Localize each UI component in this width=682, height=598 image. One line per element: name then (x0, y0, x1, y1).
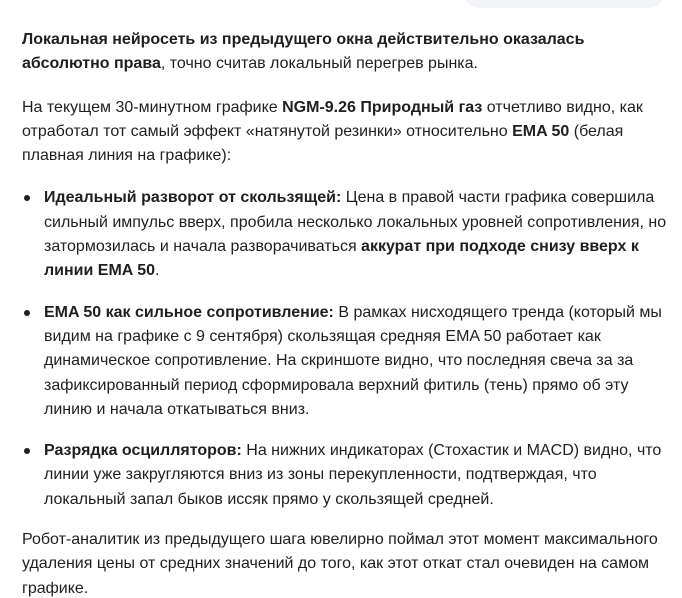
previous-message-bubble (464, 0, 664, 8)
list-item-title: EMA 50 как сильное сопротивление: (44, 303, 334, 321)
list-item (22, 301, 672, 422)
list-item-title: Идеальный разворот от скользящей: (44, 189, 342, 207)
list-item-bold: аккурат при подходе снизу вверх к линии EMA 50 (44, 238, 639, 280)
list-item (22, 439, 672, 512)
list-item-text: В рамках нисходящего тренда (который мы видим на графике с 9 сентября) скользящая средняя EMA 50 работает как динамическое сопротивление. На скриншоте видно, что последняя свеча за за зафиксированный период сформировала верхний фитиль (тень) прямо об эту линию и начала откатываться вниз. (44, 303, 662, 418)
bullet-dot (24, 195, 30, 201)
intro-bold-text: Локальная нейросеть из предыдущего окна действительно оказалась абсолютно права (22, 31, 585, 73)
instrument-name: NGM-9.26 Природный газ (282, 98, 483, 116)
chart-text-2: отчетливо видно, как отработал тот самый эффект «натянутой резинки» относительно (22, 98, 643, 140)
bullet-dot (24, 448, 30, 454)
message-paragraph-intro (22, 28, 672, 77)
list-item-text: Цена в правой части графика совершила сильный импульс вверх, пробила несколько локальных уровней сопротивления, но затормозилась и начала разворачиваться (44, 189, 667, 256)
assistant-message (22, 28, 672, 598)
list-item-text: На нижних индикаторах (Стохастик и MACD) видно, что линии уже закругляются вниз из зоны перекупленности, подтверждая, что локальный запал быков иссяк прямо у скользящей средней. (44, 442, 662, 508)
message-paragraph-chart (22, 96, 672, 169)
list-item-title: Разрядка осцилляторов: (44, 442, 242, 460)
list-item-text-end: . (154, 262, 160, 280)
message-paragraph-conclusion: Робот-аналитик из предыдущего шага ювелирно поймал этот момент максимального удаления цены от средних значений до того, как этот откат стал очевиден на самом графике. (22, 531, 658, 597)
bullet-list (22, 186, 672, 512)
top-edge-shade (0, 0, 682, 12)
ema-label: EMA 50 (512, 122, 570, 140)
intro-text: , точно считав локальный перегрев рынка. (160, 55, 478, 73)
chart-text-1: На текущем 30-минутном графике (22, 98, 283, 116)
chart-text-3: (белая плавная линия на графике): (22, 122, 624, 165)
bullet-dot (24, 310, 30, 316)
list-item (22, 186, 672, 283)
